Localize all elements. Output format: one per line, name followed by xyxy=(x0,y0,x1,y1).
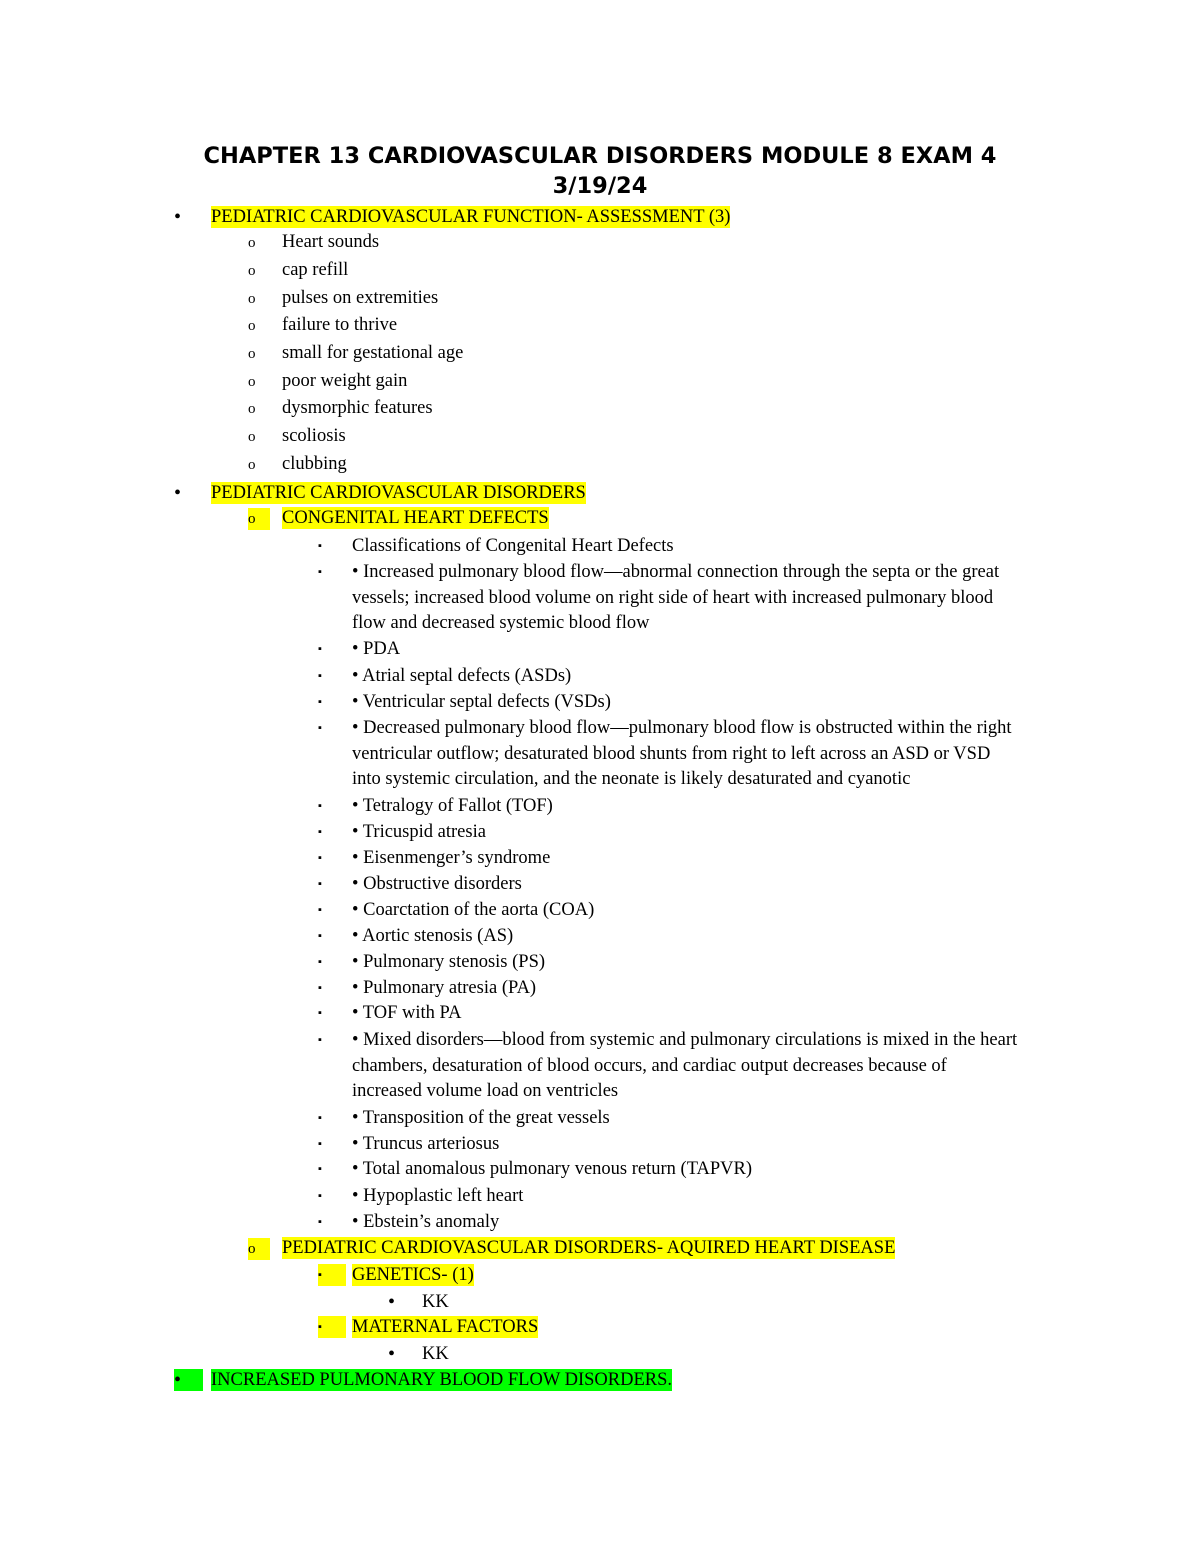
list-item: • TOF with PA xyxy=(352,1003,462,1023)
list-item: • Decreased pulmonary blood flow—pulmonary blood flow is obstructed within the right xyxy=(352,718,1012,738)
list-item: • Aortic stenosis (AS) xyxy=(352,926,514,946)
list-item: • Atrial septal defects (ASDs) xyxy=(352,666,572,686)
square-bullet-icon: ▪ xyxy=(318,1034,322,1046)
list-item: • Obstructive disorders xyxy=(352,874,522,894)
square-bullet-icon: ▪ xyxy=(318,1264,346,1286)
circle-bullet-icon: o xyxy=(248,508,270,530)
circle-bullet-icon: o xyxy=(248,457,256,473)
section-heading-increased-flow: INCREASED PULMONARY BLOOD FLOW DISORDERS. xyxy=(211,1370,673,1390)
list-item: • Coarctation of the aorta (COA) xyxy=(352,900,595,920)
square-bullet-icon: ▪ xyxy=(318,1163,322,1175)
circle-bullet-icon: o xyxy=(248,291,256,307)
list-item: • Pulmonary stenosis (PS) xyxy=(352,952,546,972)
square-bullet-icon: ▪ xyxy=(318,1138,322,1150)
square-bullet-icon: ▪ xyxy=(318,1316,346,1338)
list-item: • Truncus arteriosus xyxy=(352,1134,500,1154)
subheading-congenital-heart-defects: CONGENITAL HEART DEFECTS xyxy=(282,508,549,528)
disc-bullet-icon: • xyxy=(174,206,182,228)
section-heading-assessment: PEDIATRIC CARDIOVASCULAR FUNCTION- ASSESSMENT (3) xyxy=(211,207,731,227)
list-item: KK xyxy=(422,1292,449,1312)
square-bullet-icon: ▪ xyxy=(318,878,322,890)
square-bullet-icon: ▪ xyxy=(318,566,322,578)
disc-bullet-icon: • xyxy=(388,1291,396,1313)
square-bullet-icon: ▪ xyxy=(318,1216,322,1228)
list-item-continuation: vessels; increased blood volume on right side of heart with increased pulmonary blood xyxy=(352,588,994,608)
circle-bullet-icon: o xyxy=(248,429,256,445)
list-item: Heart sounds xyxy=(282,232,380,252)
list-item: small for gestational age xyxy=(282,343,464,363)
circle-bullet-icon: o xyxy=(248,235,256,251)
subheading-acquired-heart-disease: PEDIATRIC CARDIOVASCULAR DISORDERS- AQUIRED HEART DISEASE xyxy=(282,1238,896,1258)
list-item-continuation: flow and decreased systemic blood flow xyxy=(352,613,650,633)
list-item: clubbing xyxy=(282,454,347,474)
square-bullet-icon: ▪ xyxy=(318,956,322,968)
list-item-continuation: chambers, desaturation of blood occurs, and cardiac output decreases because of xyxy=(352,1056,947,1076)
circle-bullet-icon: o xyxy=(248,1238,270,1260)
square-bullet-icon: ▪ xyxy=(318,540,322,552)
list-item: • Increased pulmonary blood flow—abnormal connection through the septa or the great xyxy=(352,562,1000,582)
document-title-line-1: CHAPTER 13 CARDIOVASCULAR DISORDERS MODULE 8 EXAM 4 xyxy=(203,143,997,169)
square-bullet-icon: ▪ xyxy=(318,982,322,994)
disc-bullet-icon: • xyxy=(388,1343,396,1365)
square-bullet-icon: ▪ xyxy=(318,1190,322,1202)
list-item: Classifications of Congenital Heart Defects xyxy=(352,536,674,556)
list-item: • Mixed disorders—blood from systemic and pulmonary circulations is mixed in the heart xyxy=(352,1030,1018,1050)
list-item: • Hypoplastic left heart xyxy=(352,1186,524,1206)
circle-bullet-icon: o xyxy=(248,374,256,390)
circle-bullet-icon: o xyxy=(248,401,256,417)
list-item: • Ebstein’s anomaly xyxy=(352,1212,500,1232)
list-item: failure to thrive xyxy=(282,315,398,335)
list-item: • PDA xyxy=(352,639,401,659)
square-bullet-icon: ▪ xyxy=(318,696,322,708)
section-heading-disorders: PEDIATRIC CARDIOVASCULAR DISORDERS xyxy=(211,483,586,503)
subheading-maternal-factors: MATERNAL FACTORS xyxy=(352,1317,539,1337)
subheading-genetics: GENETICS- (1) xyxy=(352,1265,474,1285)
list-item: • Tricuspid atresia xyxy=(352,822,486,842)
list-item: scoliosis xyxy=(282,426,346,446)
square-bullet-icon: ▪ xyxy=(318,800,322,812)
list-item: KK xyxy=(422,1344,449,1364)
list-item: • Transposition of the great vessels xyxy=(352,1108,610,1128)
disc-bullet-icon: • xyxy=(174,1369,203,1391)
list-item: • Total anomalous pulmonary venous return (TAPVR) xyxy=(352,1159,753,1179)
list-item: • Tetralogy of Fallot (TOF) xyxy=(352,796,553,816)
square-bullet-icon: ▪ xyxy=(318,722,322,734)
list-item: poor weight gain xyxy=(282,371,408,391)
list-item: pulses on extremities xyxy=(282,288,439,308)
list-item: • Ventricular septal defects (VSDs) xyxy=(352,692,611,712)
list-item-continuation: into systemic circulation, and the neonate is likely desaturated and cyanotic xyxy=(352,769,911,789)
square-bullet-icon: ▪ xyxy=(318,643,322,655)
list-item: • Pulmonary atresia (PA) xyxy=(352,978,537,998)
circle-bullet-icon: o xyxy=(248,318,256,334)
list-item-continuation: ventricular outflow; desaturated blood shunts from right to left across an ASD or VSD xyxy=(352,744,991,764)
list-item: dysmorphic features xyxy=(282,398,433,418)
circle-bullet-icon: o xyxy=(248,263,256,279)
square-bullet-icon: ▪ xyxy=(318,670,322,682)
list-item: • Eisenmenger’s syndrome xyxy=(352,848,551,868)
disc-bullet-icon: • xyxy=(174,482,182,504)
square-bullet-icon: ▪ xyxy=(318,904,322,916)
list-item: cap refill xyxy=(282,260,349,280)
square-bullet-icon: ▪ xyxy=(318,852,322,864)
square-bullet-icon: ▪ xyxy=(318,930,322,942)
square-bullet-icon: ▪ xyxy=(318,826,322,838)
square-bullet-icon: ▪ xyxy=(318,1112,322,1124)
square-bullet-icon: ▪ xyxy=(318,1007,322,1019)
circle-bullet-icon: o xyxy=(248,346,256,362)
list-item-continuation: increased volume load on ventricles xyxy=(352,1081,619,1101)
document-title-line-2: 3/19/24 xyxy=(552,173,648,199)
